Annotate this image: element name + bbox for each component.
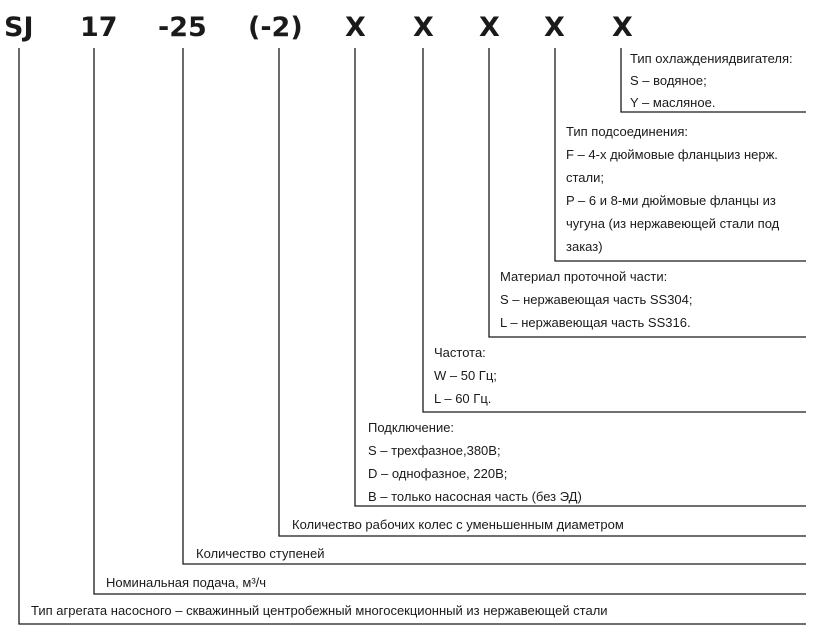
desc-line: D – однофазное, 220В;	[368, 466, 508, 481]
code-part-flow: 17	[80, 12, 118, 43]
desc-power-connection	[368, 420, 582, 504]
desc-line: Частота:	[434, 345, 486, 360]
code-part-frequency: X	[413, 12, 434, 43]
desc-connection-type	[566, 124, 780, 254]
desc-line: L – нержавеющая часть SS316.	[500, 315, 691, 330]
code-part-series: SJ	[4, 12, 34, 43]
desc-line: L – 60 Гц.	[434, 391, 492, 406]
desc-stages: Количество ступеней	[196, 546, 325, 561]
desc-reduced-impellers: Количество рабочих колес с уменьшенным диаметром	[292, 517, 624, 532]
desc-cooling-type	[630, 51, 793, 110]
desc-line: стали;	[566, 170, 604, 185]
desc-line: заказ)	[566, 239, 603, 254]
desc-line: Y – масляное.	[630, 95, 716, 110]
code-part-material: X	[479, 12, 500, 43]
code-part-cooling: X	[612, 12, 633, 43]
desc-line: Материал проточной части:	[500, 269, 668, 284]
desc-nominal-flow: Номинальная подача, м³/ч	[106, 575, 267, 590]
leader-line-flow	[94, 48, 806, 594]
desc-line: W – 50 Гц;	[434, 368, 497, 383]
desc-line: B – только насосная часть (без ЭД)	[368, 489, 582, 504]
desc-line: Подключение:	[368, 420, 455, 435]
desc-line: Тип охлаждениядвигателя:	[630, 51, 793, 66]
desc-line: чугуна (из нержавеющей стали под	[566, 216, 780, 231]
desc-line: S – трехфазное,380В;	[368, 443, 501, 458]
code-part-stages: -25	[158, 12, 207, 43]
model-code	[4, 12, 633, 43]
desc-unit-type: Тип агрегата насосного – скважинный центробежный многосекционный из нержавеющей стали	[31, 603, 608, 618]
desc-line: S – нержавеющая часть SS304;	[500, 292, 693, 307]
desc-line: Тип подсоединения:	[566, 124, 689, 139]
desc-material	[500, 269, 693, 330]
code-part-flange: X	[544, 12, 565, 43]
code-part-connection: X	[345, 12, 366, 43]
desc-line: P – 6 и 8-ми дюймовые фланцы из	[566, 193, 776, 208]
desc-line: F – 4-х дюймовые фланцыиз нерж.	[566, 147, 778, 162]
code-part-reduced-impellers: (-2)	[248, 12, 303, 43]
desc-frequency	[434, 345, 497, 406]
desc-line: S – водяное;	[630, 73, 707, 88]
leader-line-stages	[183, 48, 806, 564]
